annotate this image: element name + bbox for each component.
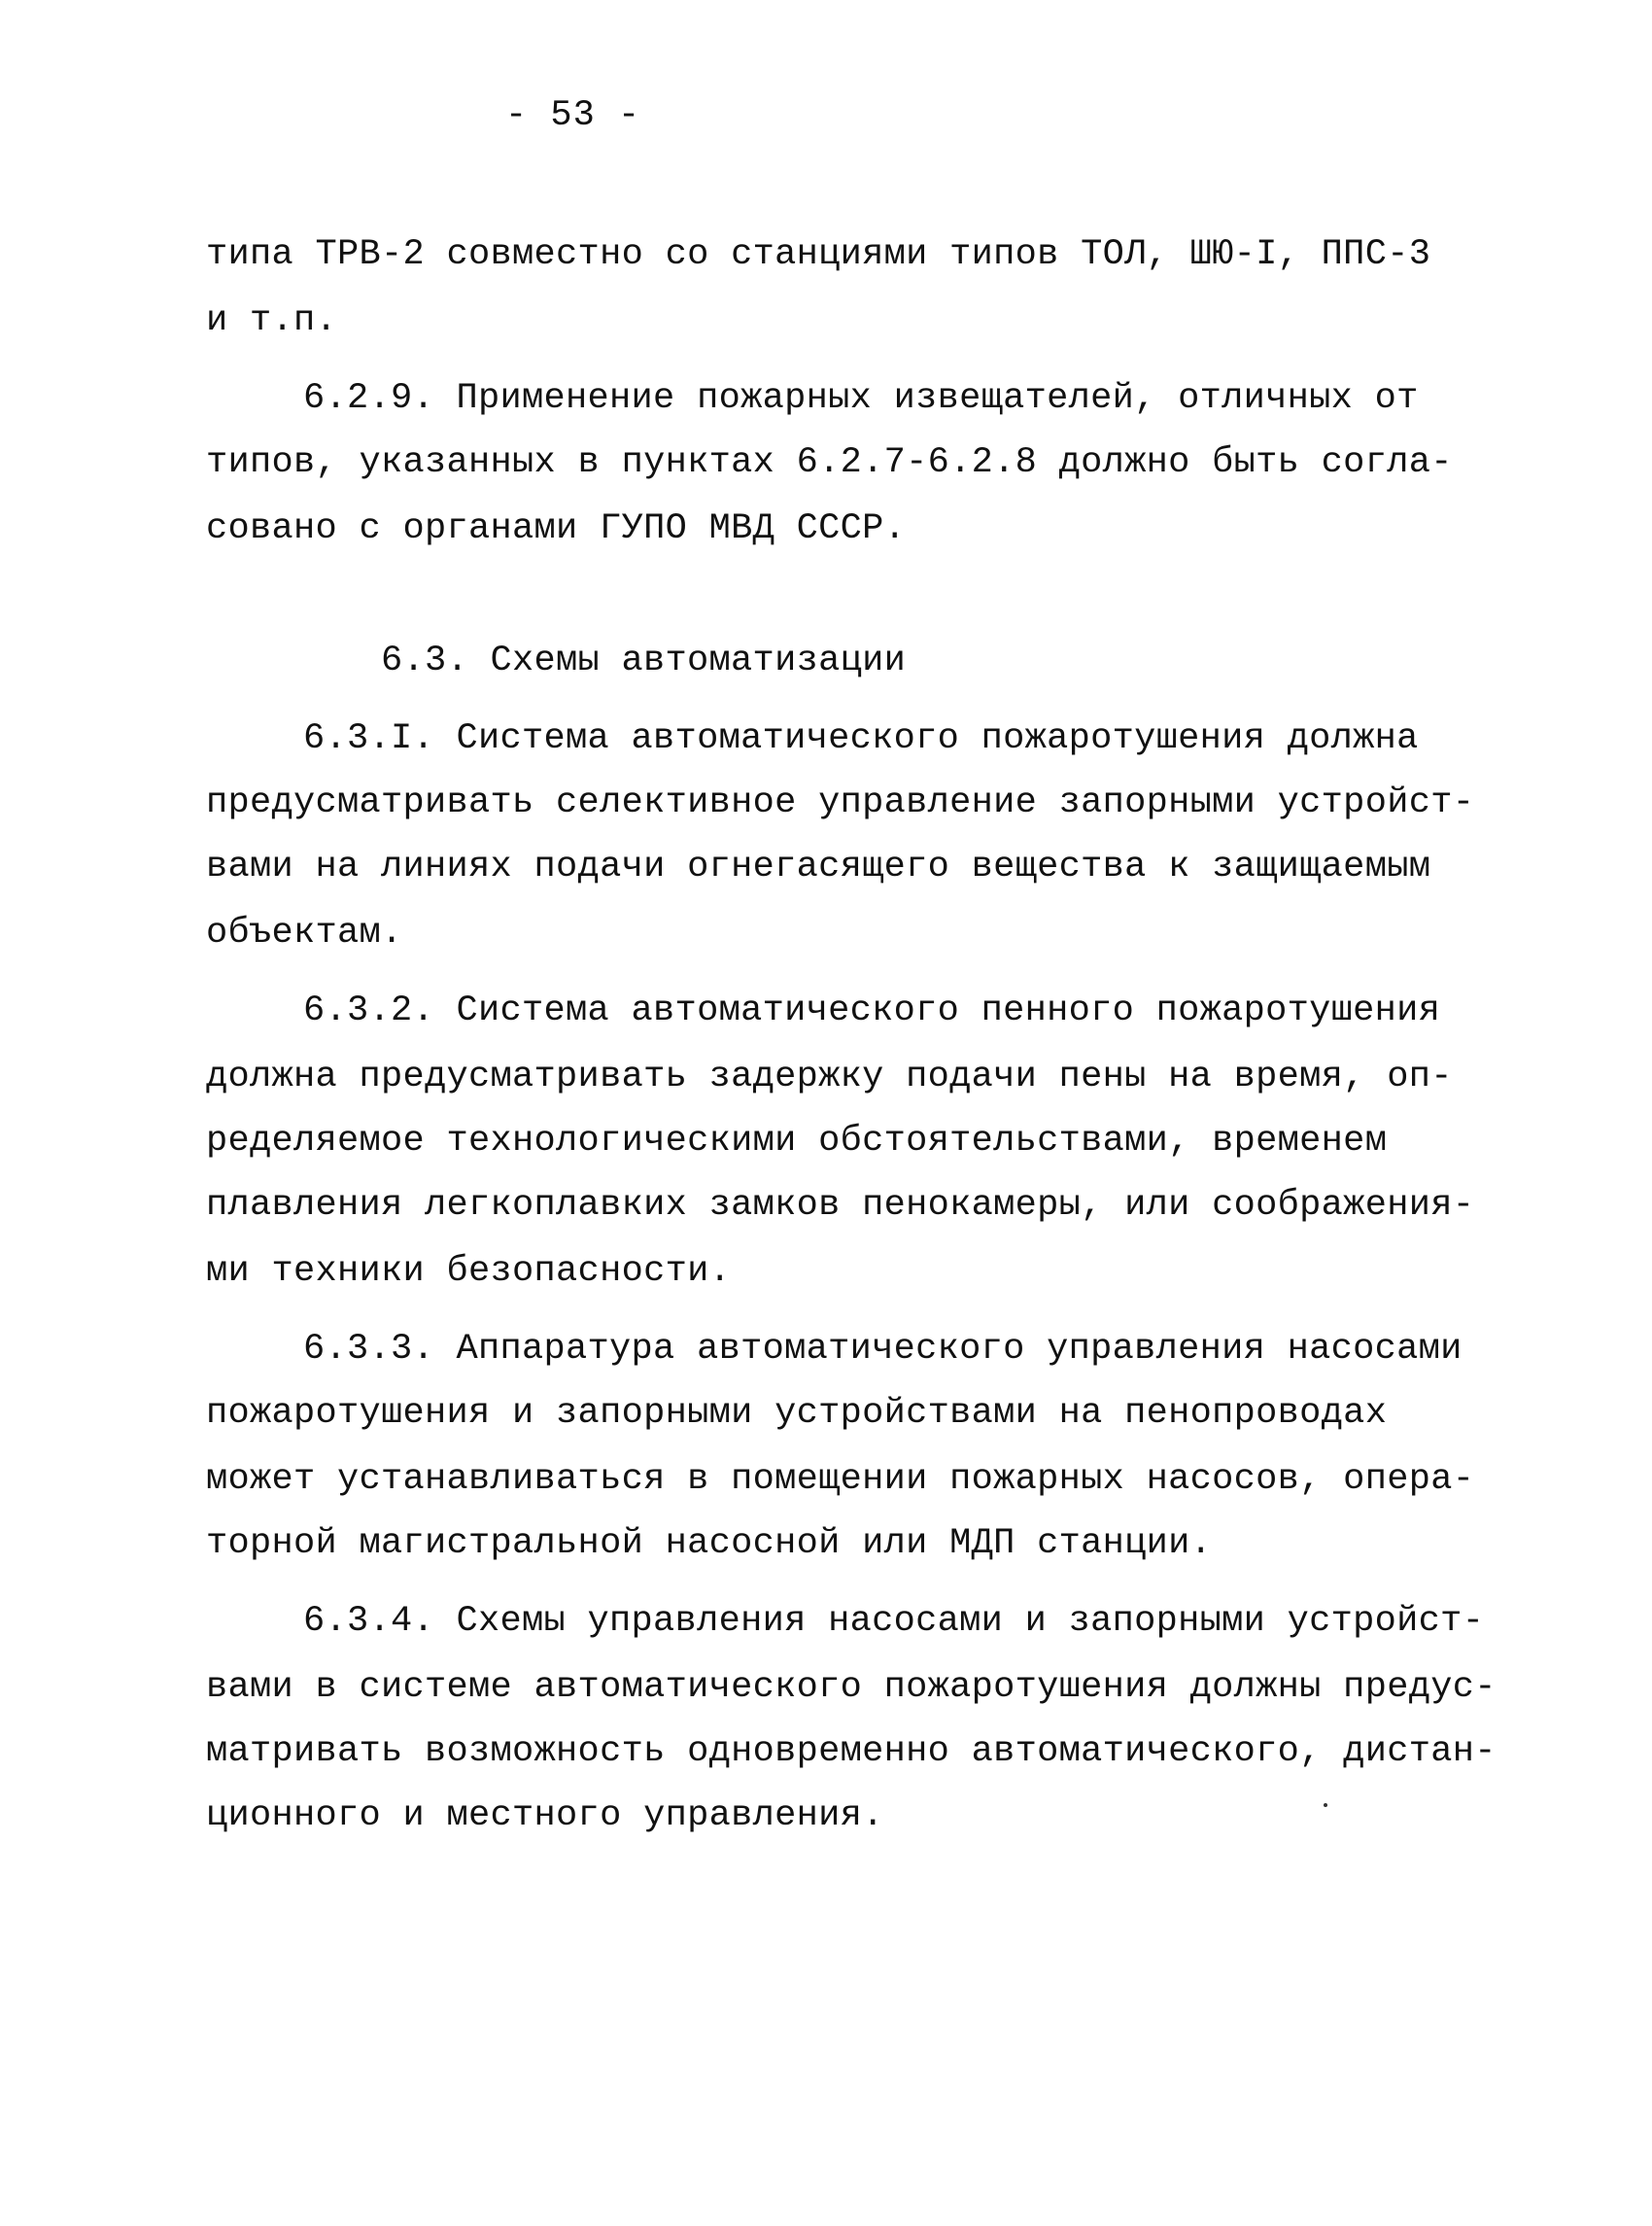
text-line: пожаротушения и запорными устройствами на пенопроводах [206, 1393, 1388, 1434]
text-line: вами на линиях подачи огнегасящего вещества к защищаемым [206, 847, 1431, 887]
clause-6-3-4: 6.3.4. Схемы управления насосами и запорными устройст- [303, 1601, 1485, 1642]
text-line: типов, указанных в пунктах 6.2.7-6.2.8 должно быть согла- [206, 442, 1453, 483]
text-line: должна предусматривать задержку подачи пены на время, оп- [206, 1057, 1453, 1097]
section-heading: 6.3. Схемы автоматизации [381, 641, 907, 681]
text-line: ми техники безопасности. [206, 1251, 732, 1292]
text-line: вами в системе автоматического пожаротушения должны предус- [206, 1667, 1497, 1708]
text-line: ределяемое технологическими обстоятельствами, временем [206, 1121, 1388, 1162]
text-line: предусматривать селективное управление запорными устройст- [206, 783, 1475, 823]
clause-6-2-9: 6.2.9. Применение пожарных извещателей, отличных от [303, 378, 1419, 419]
scan-speck [1324, 1803, 1327, 1807]
text-line: типа ТРВ-2 совместно со станциями типов ТОЛ, ШЮ-I, ППС-3 [206, 234, 1431, 275]
text-line: торной магистральной насосной или МДП станции. [206, 1523, 1213, 1564]
text-line: может устанавливаться в помещении пожарных насосов, опера- [206, 1459, 1475, 1500]
clause-6-3-1: 6.3.I. Система автоматического пожаротушения должна [303, 718, 1419, 759]
text-line: и т.п. [206, 300, 338, 341]
text-line: матривать возможность одновременно автоматического, дистан- [206, 1731, 1497, 1772]
text-line: ционного и местного управления. [206, 1795, 884, 1836]
text-line: объектам. [206, 913, 403, 954]
clause-6-3-2: 6.3.2. Система автоматического пенного пожаротушения [303, 991, 1441, 1031]
text-line: совано с органами ГУПО МВД СССР. [206, 508, 907, 549]
text-line: плавления легкоплавких замков пенокамеры, или соображения- [206, 1185, 1475, 1226]
page-number: - 53 - [505, 95, 641, 136]
clause-6-3-3: 6.3.3. Аппаратура автоматического управления насосами [303, 1329, 1463, 1370]
